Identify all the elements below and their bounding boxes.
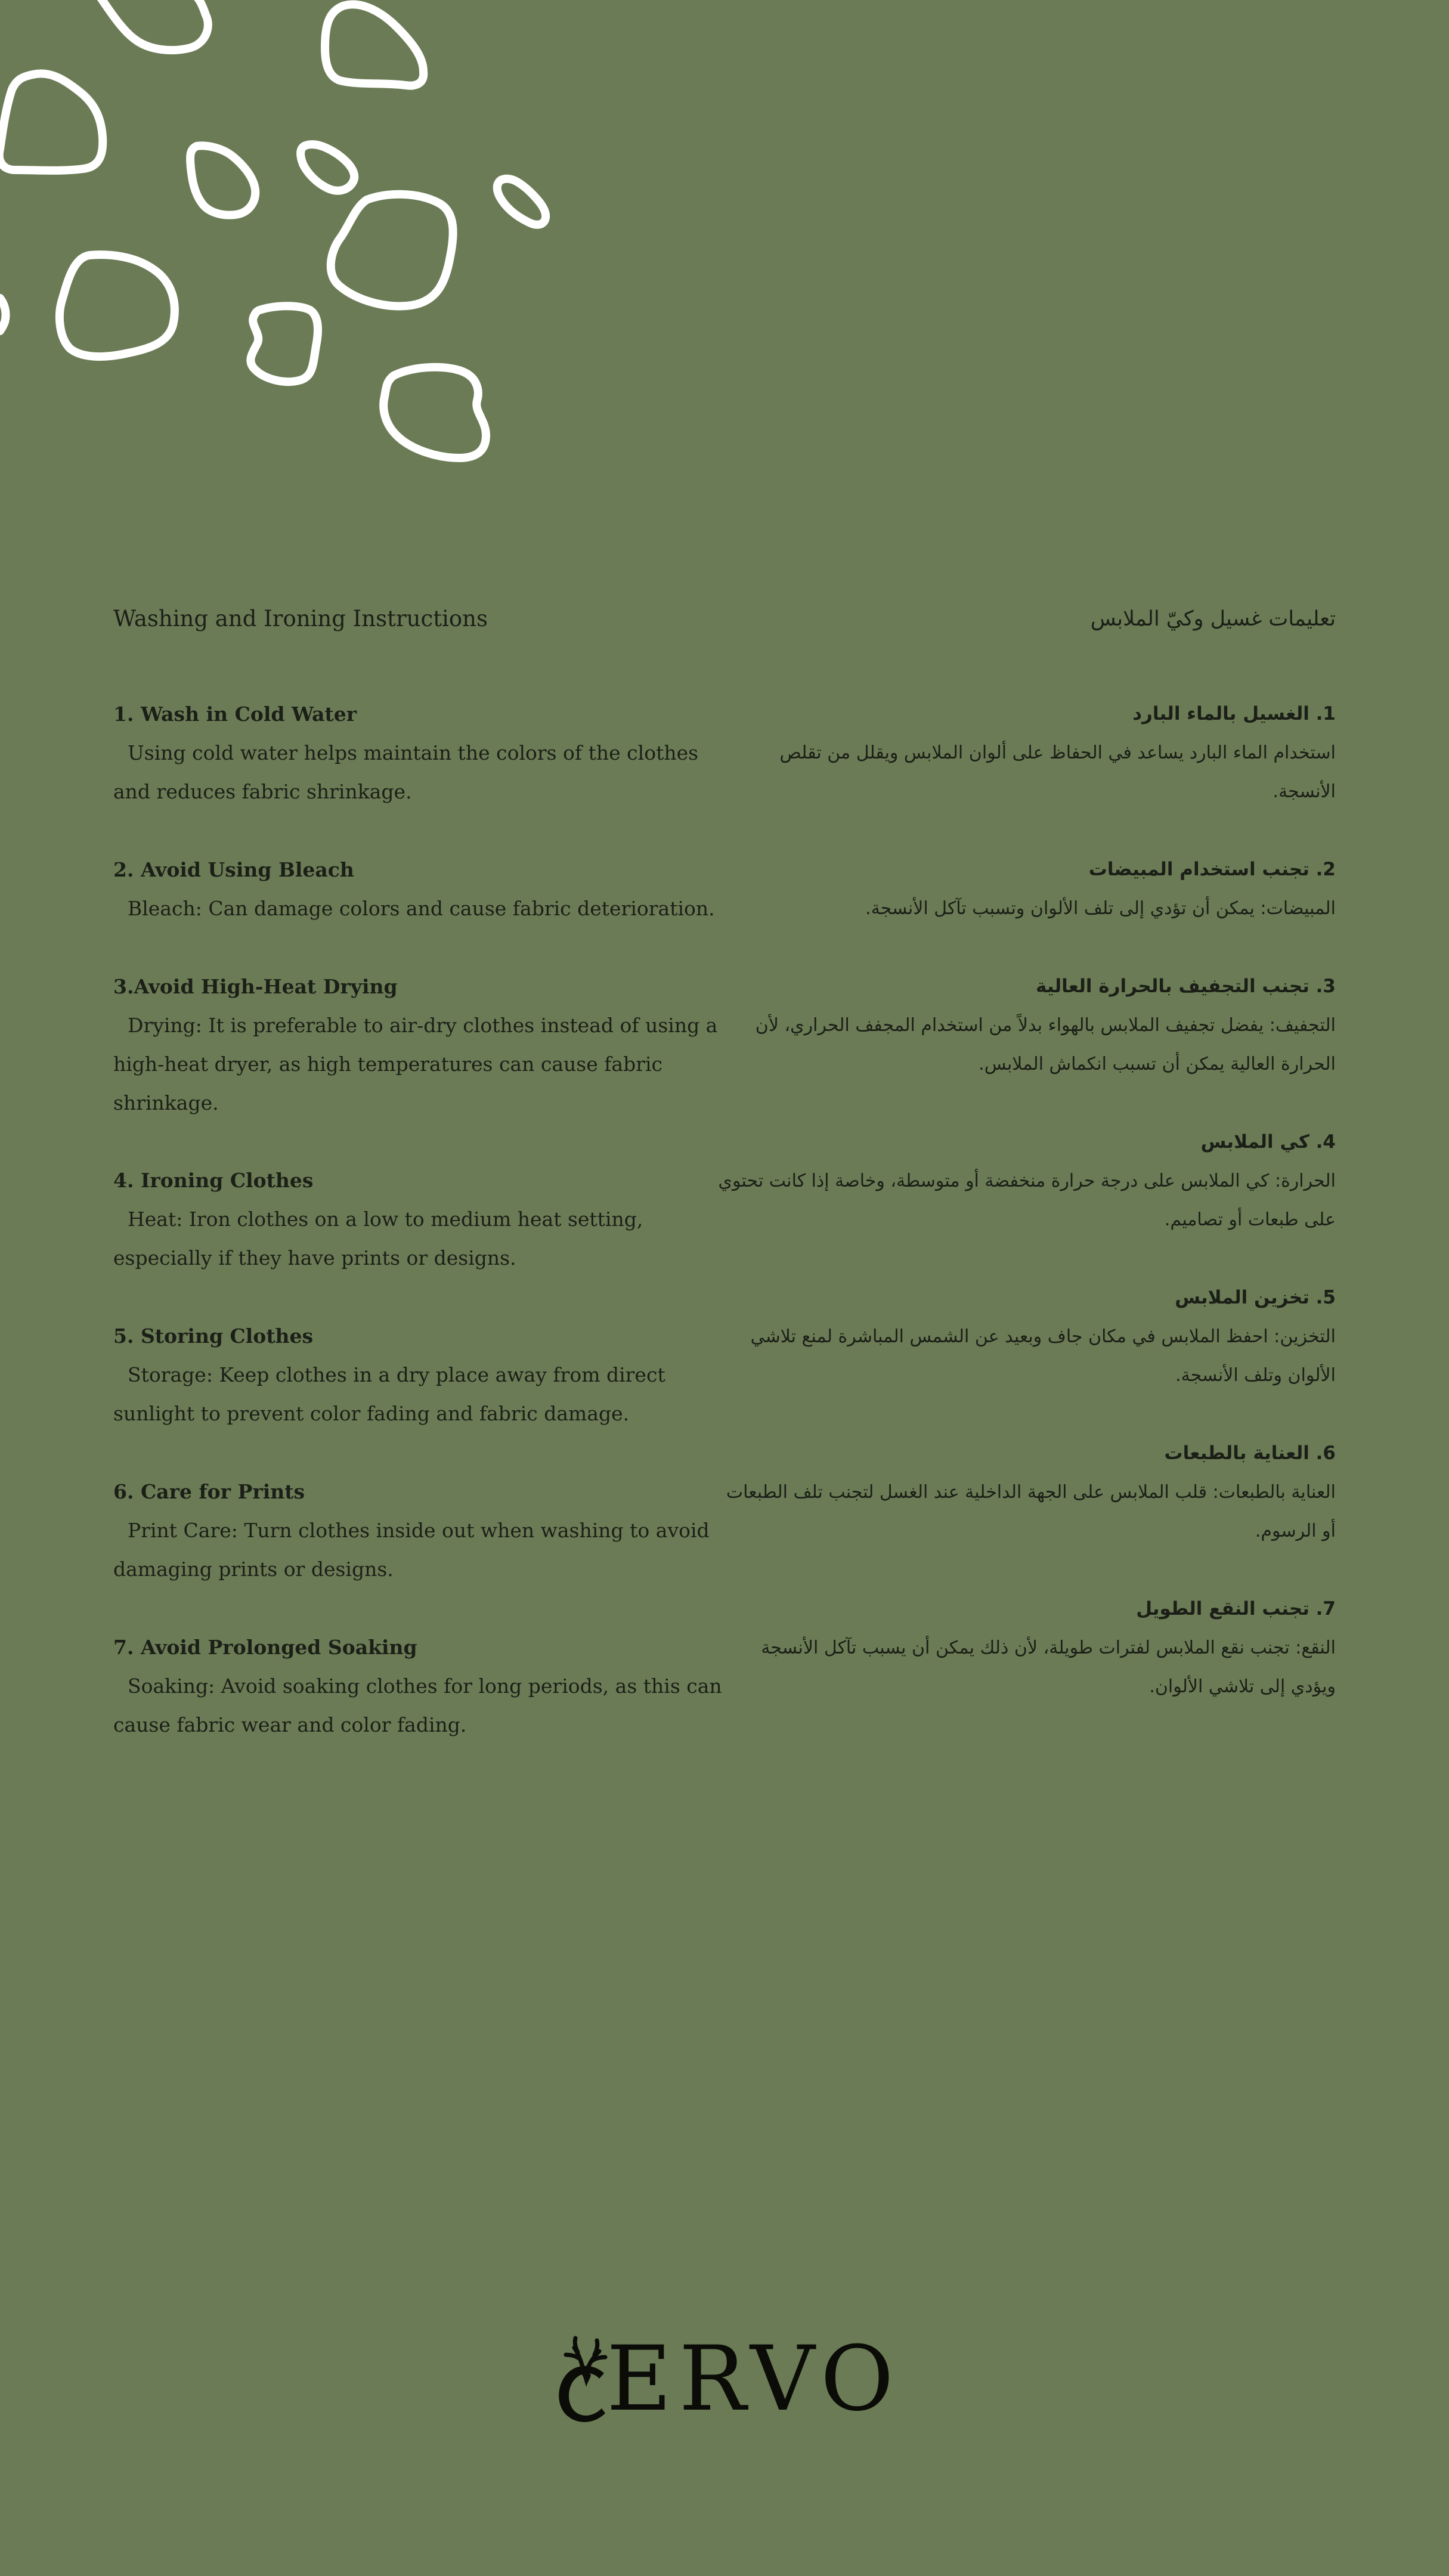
arabic-section-5 — [713, 1278, 1336, 1395]
english-section-body: Soaking: Avoid soaking clothes for long periods, as this can cause fabric wear and color fading. — [113, 1674, 722, 1736]
english-section-heading: 6. Care for Prints — [113, 1480, 305, 1503]
arabic-section-heading: 7. تجنب النقع الطويل — [1136, 1598, 1336, 1620]
english-sections — [113, 695, 736, 1745]
arabic-section-body: العناية بالطبعات: قلب الملابس على الجهة الداخلية عند الغسل لتجنب تلف الطبعات أو الرسوم. — [726, 1482, 1336, 1541]
arabic-section-body: النقع: تجنب نقع الملابس لفترات طويلة، لأن ذلك يمكن أن يسبب تآكل الأنسجة ويؤدي إلى تلاشي الألوان. — [761, 1637, 1336, 1697]
arabic-section-4 — [713, 1123, 1336, 1240]
arabic-section-2 — [713, 850, 1336, 928]
english-section-7 — [113, 1628, 736, 1745]
blob-decoration-icon — [0, 0, 584, 489]
english-section-3 — [113, 967, 736, 1122]
logo-wordmark: ERVO — [606, 2327, 901, 2431]
english-section-heading: 5. Storing Clothes — [113, 1324, 314, 1348]
english-section-1 — [113, 695, 736, 812]
english-section-heading: 2. Avoid Using Bleach — [113, 858, 354, 881]
arabic-section-1 — [713, 695, 1336, 812]
arabic-section-body: استخدام الماء البارد يساعد في الحفاظ على ألوان الملابس ويقلل من تقلص الأنسجة. — [779, 742, 1336, 802]
arabic-section-6 — [713, 1434, 1336, 1551]
arabic-section-heading: 2. تجنب استخدام المبيضات — [1088, 859, 1336, 880]
arabic-section-heading: 3. تجنب التجفيف بالحرارة العالية — [1036, 976, 1336, 997]
english-section-body: Print Care: Turn clothes inside out when washing to avoid damaging prints or designs. — [113, 1519, 710, 1581]
english-section-4 — [113, 1161, 736, 1278]
arabic-section-heading: 4. كي الملابس — [1200, 1131, 1336, 1153]
english-section-heading: 7. Avoid Prolonged Soaking — [113, 1636, 417, 1659]
arabic-section-heading: 5. تخزين الملابس — [1175, 1287, 1336, 1308]
arabic-section-3 — [713, 967, 1336, 1084]
english-section-6 — [113, 1472, 736, 1589]
english-section-body: Storage: Keep clothes in a dry place away from direct sunlight to prevent color fading and fabric damage. — [113, 1363, 665, 1425]
arabic-section-heading: 6. العناية بالطبعات — [1164, 1442, 1336, 1464]
english-section-body: Heat: Iron clothes on a low to medium heat setting, especially if they have prints or designs. — [113, 1208, 643, 1270]
english-column — [113, 599, 736, 1784]
english-section-5 — [113, 1317, 736, 1433]
english-section-body: Using cold water helps maintain the colors of the clothes and reduces fabric shrinkage. — [113, 741, 699, 803]
english-section-heading: 1. Wash in Cold Water — [113, 702, 357, 726]
english-section-body: Bleach: Can damage colors and cause fabric deterioration. — [128, 897, 715, 920]
arabic-title: تعليمات غسيل وكيّ الملابس — [1090, 607, 1336, 631]
arabic-section-heading: 1. الغسيل بالماء البارد — [1132, 703, 1336, 724]
english-title: Washing and Ironing Instructions — [113, 606, 488, 631]
arabic-section-body: التخزين: احفظ الملابس في مكان جاف وبعيد عن الشمس المباشرة لمنع تلاشي الألوان وتلف الأنسجة. — [750, 1326, 1336, 1386]
arabic-section-body: الحرارة: كي الملابس على درجة حرارة منخفضة أو متوسطة، وخاصة إذا كانت تحتوي على طبعات أو تصاميم. — [718, 1171, 1336, 1230]
english-section-body: Drying: It is preferable to air-dry clothes instead of using a high-heat dryer, as high temperatures can cause fabric shrinkage. — [113, 1014, 718, 1114]
cervo-logo — [552, 2317, 901, 2431]
arabic-section-body: المبيضات: يمكن أن تؤدي إلى تلف الألوان وتسبب تآكل الأنسجة. — [865, 898, 1336, 919]
arabic-sections — [713, 695, 1336, 1707]
english-section-heading: 4. Ironing Clothes — [113, 1169, 314, 1192]
english-section-2 — [113, 850, 736, 928]
english-section-heading: 3.Avoid High-Heat Drying — [113, 975, 398, 998]
arabic-section-7 — [713, 1590, 1336, 1707]
arabic-section-body: التجفيف: يفضل تجفيف الملابس بالهواء بدلاً من استخدام المجفف الحراري، لأن الحرارة العالية يمكن أن تسبب انكماش الملابس. — [755, 1015, 1336, 1075]
arabic-column — [713, 599, 1336, 1745]
